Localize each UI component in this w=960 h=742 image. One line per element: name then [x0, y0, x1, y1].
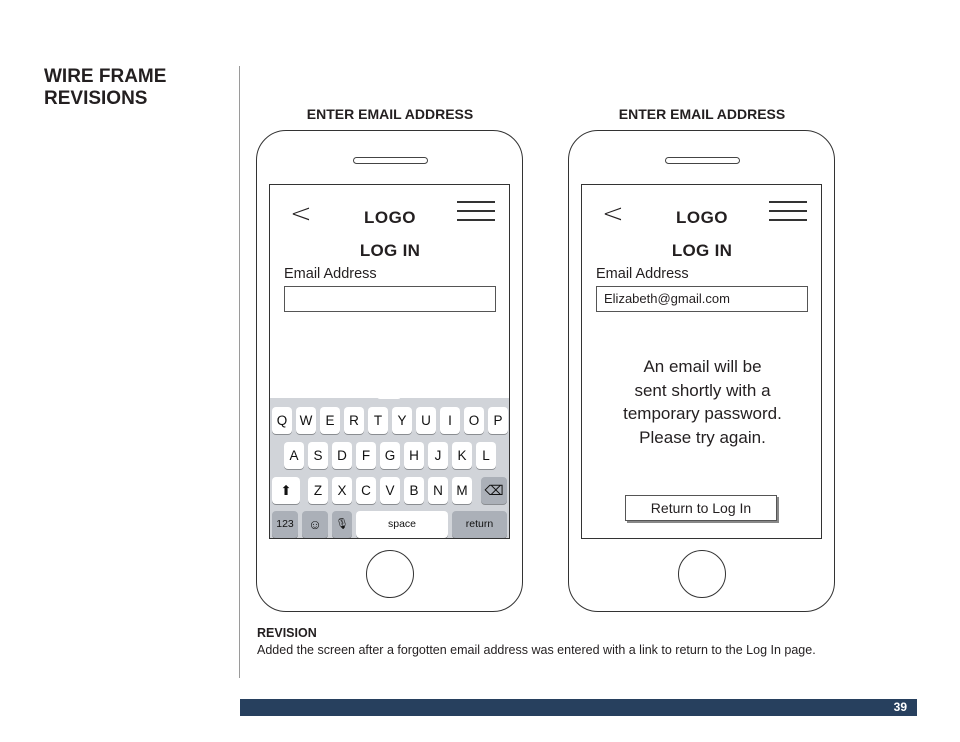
key-o[interactable]: O	[464, 407, 484, 434]
onscreen-keyboard	[270, 398, 510, 539]
key-l[interactable]: L	[476, 442, 496, 469]
key-j[interactable]: J	[428, 442, 448, 469]
key-c[interactable]: C	[356, 477, 376, 504]
reset-email-message: An email will be sent shortly with a temporary password. Please try again.	[623, 357, 782, 447]
emoji-key-icon[interactable]: ☺	[302, 511, 328, 538]
left-phone-screen	[269, 184, 510, 539]
key-r[interactable]: R	[344, 407, 364, 434]
return-key[interactable]: return	[452, 511, 507, 538]
email-field[interactable]: Elizabeth@gmail.com	[596, 286, 808, 312]
email-field-label: Email Address	[596, 266, 689, 282]
login-title: LOG IN	[671, 241, 733, 260]
numbers-key[interactable]: 123	[272, 511, 298, 538]
email-field-label: Email Address	[284, 266, 377, 282]
key-n[interactable]: N	[428, 477, 448, 504]
speaker-slot	[353, 157, 428, 164]
key-g[interactable]: G	[380, 442, 400, 469]
microphone-key-icon[interactable]: 🎙	[332, 511, 352, 538]
vertical-divider	[239, 66, 240, 678]
key-w[interactable]: W	[296, 407, 316, 434]
footer-bar	[240, 699, 917, 716]
back-arrow-icon[interactable]: <	[290, 199, 312, 229]
speaker-slot	[665, 157, 740, 164]
page-number: 39	[893, 700, 907, 714]
key-b[interactable]: B	[404, 477, 424, 504]
key-p[interactable]: P	[488, 407, 508, 434]
space-key[interactable]: space	[356, 511, 448, 538]
key-d[interactable]: D	[332, 442, 352, 469]
key-f[interactable]: F	[356, 442, 376, 469]
key-i[interactable]: I	[440, 407, 460, 434]
right-phone-frame	[568, 130, 835, 612]
email-field[interactable]	[284, 286, 496, 312]
key-s[interactable]: S	[308, 442, 328, 469]
return-to-login-button[interactable]: Return to Log In	[625, 495, 777, 521]
left-phone-frame	[256, 130, 523, 612]
key-z[interactable]: Z	[308, 477, 328, 504]
revision-text: Added the screen after a forgotten email address was entered with a link to return to the Log In page.	[257, 643, 816, 657]
keyboard-notch	[377, 391, 401, 399]
key-u[interactable]: U	[416, 407, 436, 434]
logo: LOGO	[363, 208, 417, 227]
key-q[interactable]: Q	[272, 407, 292, 434]
key-a[interactable]: A	[284, 442, 304, 469]
shift-key-icon[interactable]: ⬆	[272, 477, 300, 504]
key-k[interactable]: K	[452, 442, 472, 469]
login-title: LOG IN	[359, 241, 421, 260]
left-screen-heading: ENTER EMAIL ADDRESS	[306, 106, 474, 122]
logo: LOGO	[675, 208, 729, 227]
hamburger-menu-icon[interactable]	[457, 201, 495, 221]
home-button	[366, 550, 414, 598]
revision-label: REVISION	[257, 626, 317, 640]
key-e[interactable]: E	[320, 407, 340, 434]
key-y[interactable]: Y	[392, 407, 412, 434]
delete-key-icon[interactable]: ⌫	[481, 477, 507, 504]
hamburger-menu-icon[interactable]	[769, 201, 807, 221]
right-phone-screen	[581, 184, 822, 539]
key-m[interactable]: M	[452, 477, 472, 504]
back-arrow-icon[interactable]: <	[602, 199, 624, 229]
home-button	[678, 550, 726, 598]
section-title: WIRE FRAME REVISIONS	[44, 66, 167, 109]
key-h[interactable]: H	[404, 442, 424, 469]
key-t[interactable]: T	[368, 407, 388, 434]
key-x[interactable]: X	[332, 477, 352, 504]
key-v[interactable]: V	[380, 477, 400, 504]
right-screen-heading: ENTER EMAIL ADDRESS	[618, 106, 786, 122]
